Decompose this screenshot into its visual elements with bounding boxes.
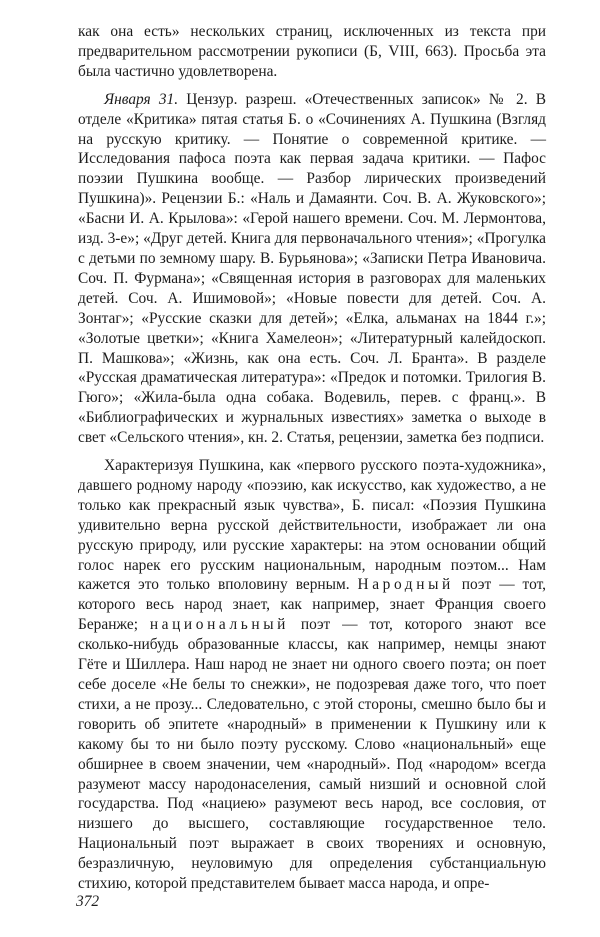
paragraph-continuation: как она есть» нескольких страниц, исключенных из текста при предварительном рассмотрении рукописи (Б, VIII, 663). Просьба эта была частично удовлетворена. — [78, 23, 546, 80]
date-label: Января 31. — [104, 90, 179, 108]
page-number: 372 — [76, 893, 100, 910]
paragraph-body: Цензур. разреш. «Отечественных записок» № 2. В отделе «Критика» пятая статья Б. о «Сочинениях А. Пушкина (Взгляд на русскую критику. — Понятие о современной критике. — Исследования пафоса поэта как первая задача критики. — Пафос поэзии Пушкина вообще. — Разбор лирических произведений Пушкина)». Рецензии Б.: «Наль и Дамаянти. Соч. В. А. Жуковского»; «Басни И. А. Крылова»: «Герой нашего времени. Соч. М. Лермонтова, изд. 3-е»; «Друг детей. Книга для первоначального чтения»; «Прогулка с детьми по земному шару. В. Бурьянова»; «Записки Петра Ивановича. Соч. П. Фурмана»; «Священная история в разговорах для маленьких детей. Соч. А. Ишимовой»; «Новые повести для детей. Соч. А. Зонтаг»; «Русские сказки для детей»; «Елка, альманах на 1844 г.»; «Золотые цветки»; «Книга Хамелеон»; «Литературный калейдоскоп. П. Машкова»; «Жизнь, как она есть. Соч. Л. Бранта». В разделе «Русская драматическая литература»: «Предок и потомки. Трилогия В. Гюго»; «Жила-была одна собака. Водевиль, перев. с франц.». В «Библиографических и журнальных известиях» заметка о выходе в свет «Сельского чтения», кн. 2. Статья, рецензии, заметка без подписи. — [78, 90, 546, 447]
page-text — [78, 22, 546, 894]
spaced-term-nacionalny: национальный — [149, 616, 289, 634]
paragraph-body-part: Характеризуя Пушкина, как «первого русского поэта-художника», давшего родному народу «поэзию, как искусство, как художество, а не только как прекрасный язык чувства», Б. писал: «Поэзия Пушкина удивительно верна русской действительности, изображает ли она русскую природу, или русские характеры: на этом основании общий голос нарек его русским национальным, народным поэтом... Нам кажется это только вполовину верным. — [78, 457, 546, 594]
paragraph-body-part: поэт — тот, которого весь народ знает, как например, знает Франция своего Беранже; — [78, 576, 546, 634]
spaced-term-narodny: Народный — [357, 576, 454, 594]
paragraph-body-part: поэт — тот, которого знают все сколько-нибудь образованные классы, как например, немцы знают Гёте и Шиллера. Наш народ не знает ни одного своего поэта; он поет себе доселе «Не белы то снежки», не подозревая даже того, что поет стихи, а не прозу... Следовательно, с этой стороны, смешно было бы и говорить об эпитете «народный» в применении к Пушкину или к какому бы то ни было поэту русскому. Слово «национальный» еще обширнее в своем значении, чем «народный». Под «народом» всегда разумеют массу народонаселения, самый низший и основной слой государства. Под «нациею» разумеют весь народ, все сословия, от низшего до высшего, составляющие государственное тело. Национальный поэт выражает в своих творениях и основную, безразличную, неуловимую для определения субстанциальную стихию, которой представителем бывает масса народа, и опре- — [78, 616, 546, 893]
paragraph-pushkin-characterization — [78, 456, 546, 894]
paragraph-january-31 — [78, 90, 546, 448]
